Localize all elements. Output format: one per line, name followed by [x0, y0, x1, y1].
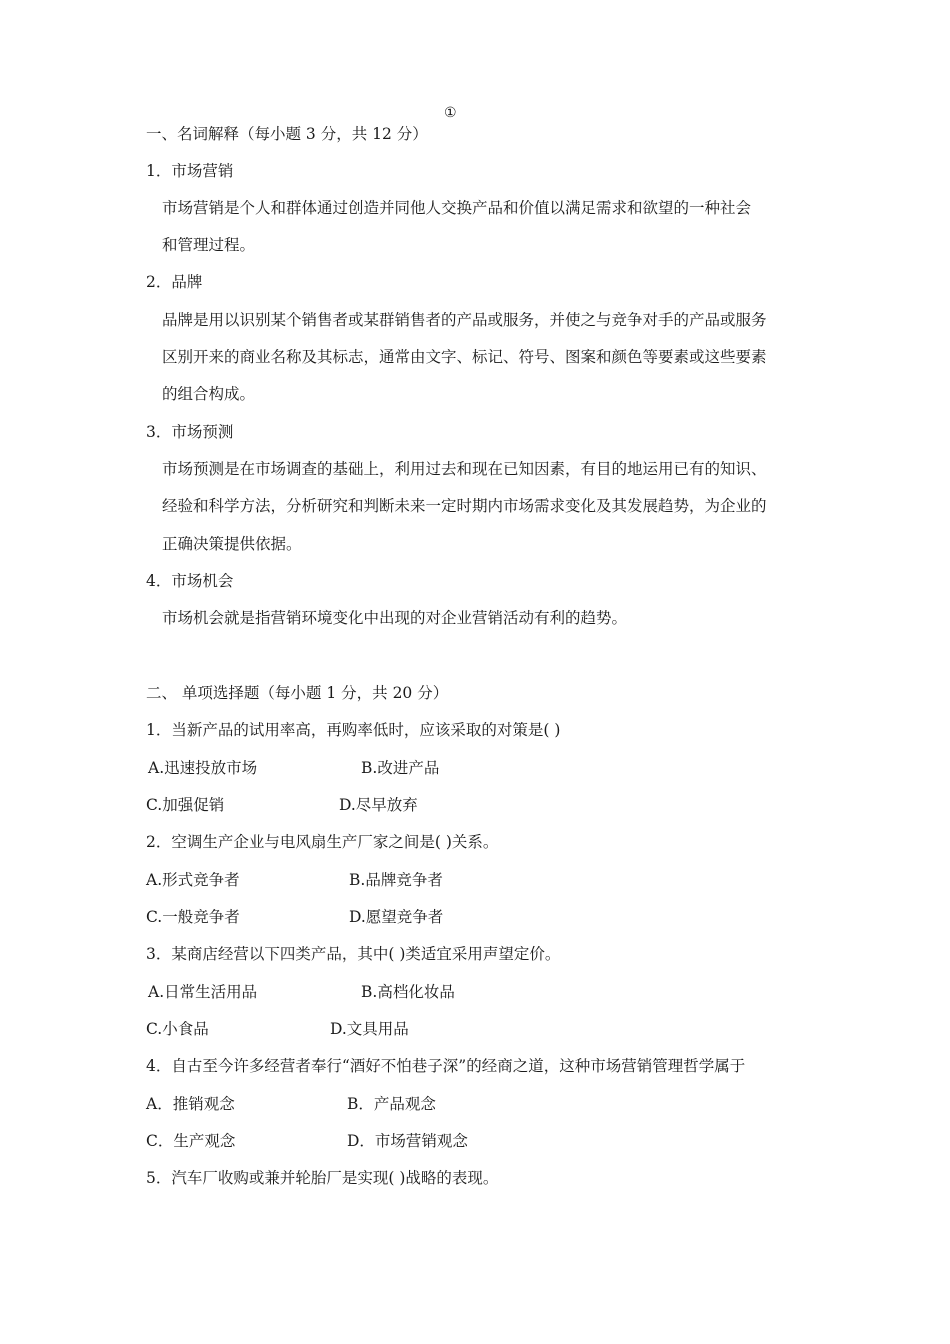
question-text: 2．空调生产企业与电风扇生产厂家之间是( )关系。 [146, 833, 499, 851]
option-b: B.品牌竞争者 [349, 871, 443, 889]
footnote-mark: ① [444, 105, 457, 121]
term-definition-line: 区别开来的商业名称及其标志，通常由文字、标记、符号、图案和颜色等要素或这些要素 [162, 348, 767, 366]
question-text: 4．自古至今许多经营者奉行“酒好不怕巷子深”的经商之道，这种市场营销管理哲学属于 [146, 1057, 746, 1075]
option-a: A.迅速投放市场 [148, 759, 258, 777]
option-b: B．产品观念 [347, 1095, 436, 1113]
option-c: C．生产观念 [146, 1132, 236, 1150]
option-c: C.加强促销 [146, 796, 225, 814]
option-c: C.一般竞争者 [146, 908, 240, 926]
term-definition-line: 市场预测是在市场调查的基础上，利用过去和现在已知因素，有目的地运用已有的知识、 [162, 460, 767, 478]
option-b: B.改进产品 [361, 759, 440, 777]
term-definition-line: 正确决策提供依据。 [162, 535, 302, 553]
section-heading-1: 一、名词解释（每小题 3 分，共 12 分） [146, 125, 428, 143]
term-definition-line: 经验和科学方法，分析研究和判断未来一定时期内市场需求变化及其发展趋势，为企业的 [162, 497, 767, 515]
option-a: A.日常生活用品 [148, 983, 258, 1001]
option-a: A．推销观念 [146, 1095, 235, 1113]
term-definition-line: 市场营销是个人和群体通过创造并同他人交换产品和价值以满足需求和欲望的一种社会 [162, 199, 752, 217]
option-d: D.尽早放弃 [339, 796, 418, 814]
term-title: 1．市场营销 [146, 162, 234, 180]
question-text: 3．某商店经营以下四类产品，其中( )类适宜采用声望定价。 [146, 945, 561, 963]
section-heading-2: 二、 单项选择题（每小题 1 分，共 20 分） [146, 684, 449, 702]
question-text: 1．当新产品的试用率高，再购率低时，应该采取的对策是( ) [146, 721, 561, 739]
term-title: 2．品牌 [146, 273, 203, 291]
option-c: C.小食品 [146, 1020, 209, 1038]
term-definition-line: 市场机会就是指营销环境变化中出现的对企业营销活动有利的趋势。 [162, 609, 628, 627]
term-definition-line: 和管理过程。 [162, 236, 256, 254]
term-title: 3．市场预测 [146, 423, 234, 441]
term-title: 4．市场机会 [146, 572, 234, 590]
option-d: D．市场营销观念 [347, 1132, 468, 1150]
term-definition-line: 的组合构成。 [162, 385, 256, 403]
question-text: 5．汽车厂收购或兼并轮胎厂是实现( )战略的表现。 [146, 1169, 499, 1187]
option-b: B.高档化妆品 [361, 983, 455, 1001]
term-definition-line: 品牌是用以识别某个销售者或某群销售者的产品或服务，并使之与竞争对手的产品或服务 [162, 311, 767, 329]
option-d: D.文具用品 [330, 1020, 409, 1038]
option-a: A.形式竞争者 [146, 871, 240, 889]
option-d: D.愿望竞争者 [349, 908, 444, 926]
